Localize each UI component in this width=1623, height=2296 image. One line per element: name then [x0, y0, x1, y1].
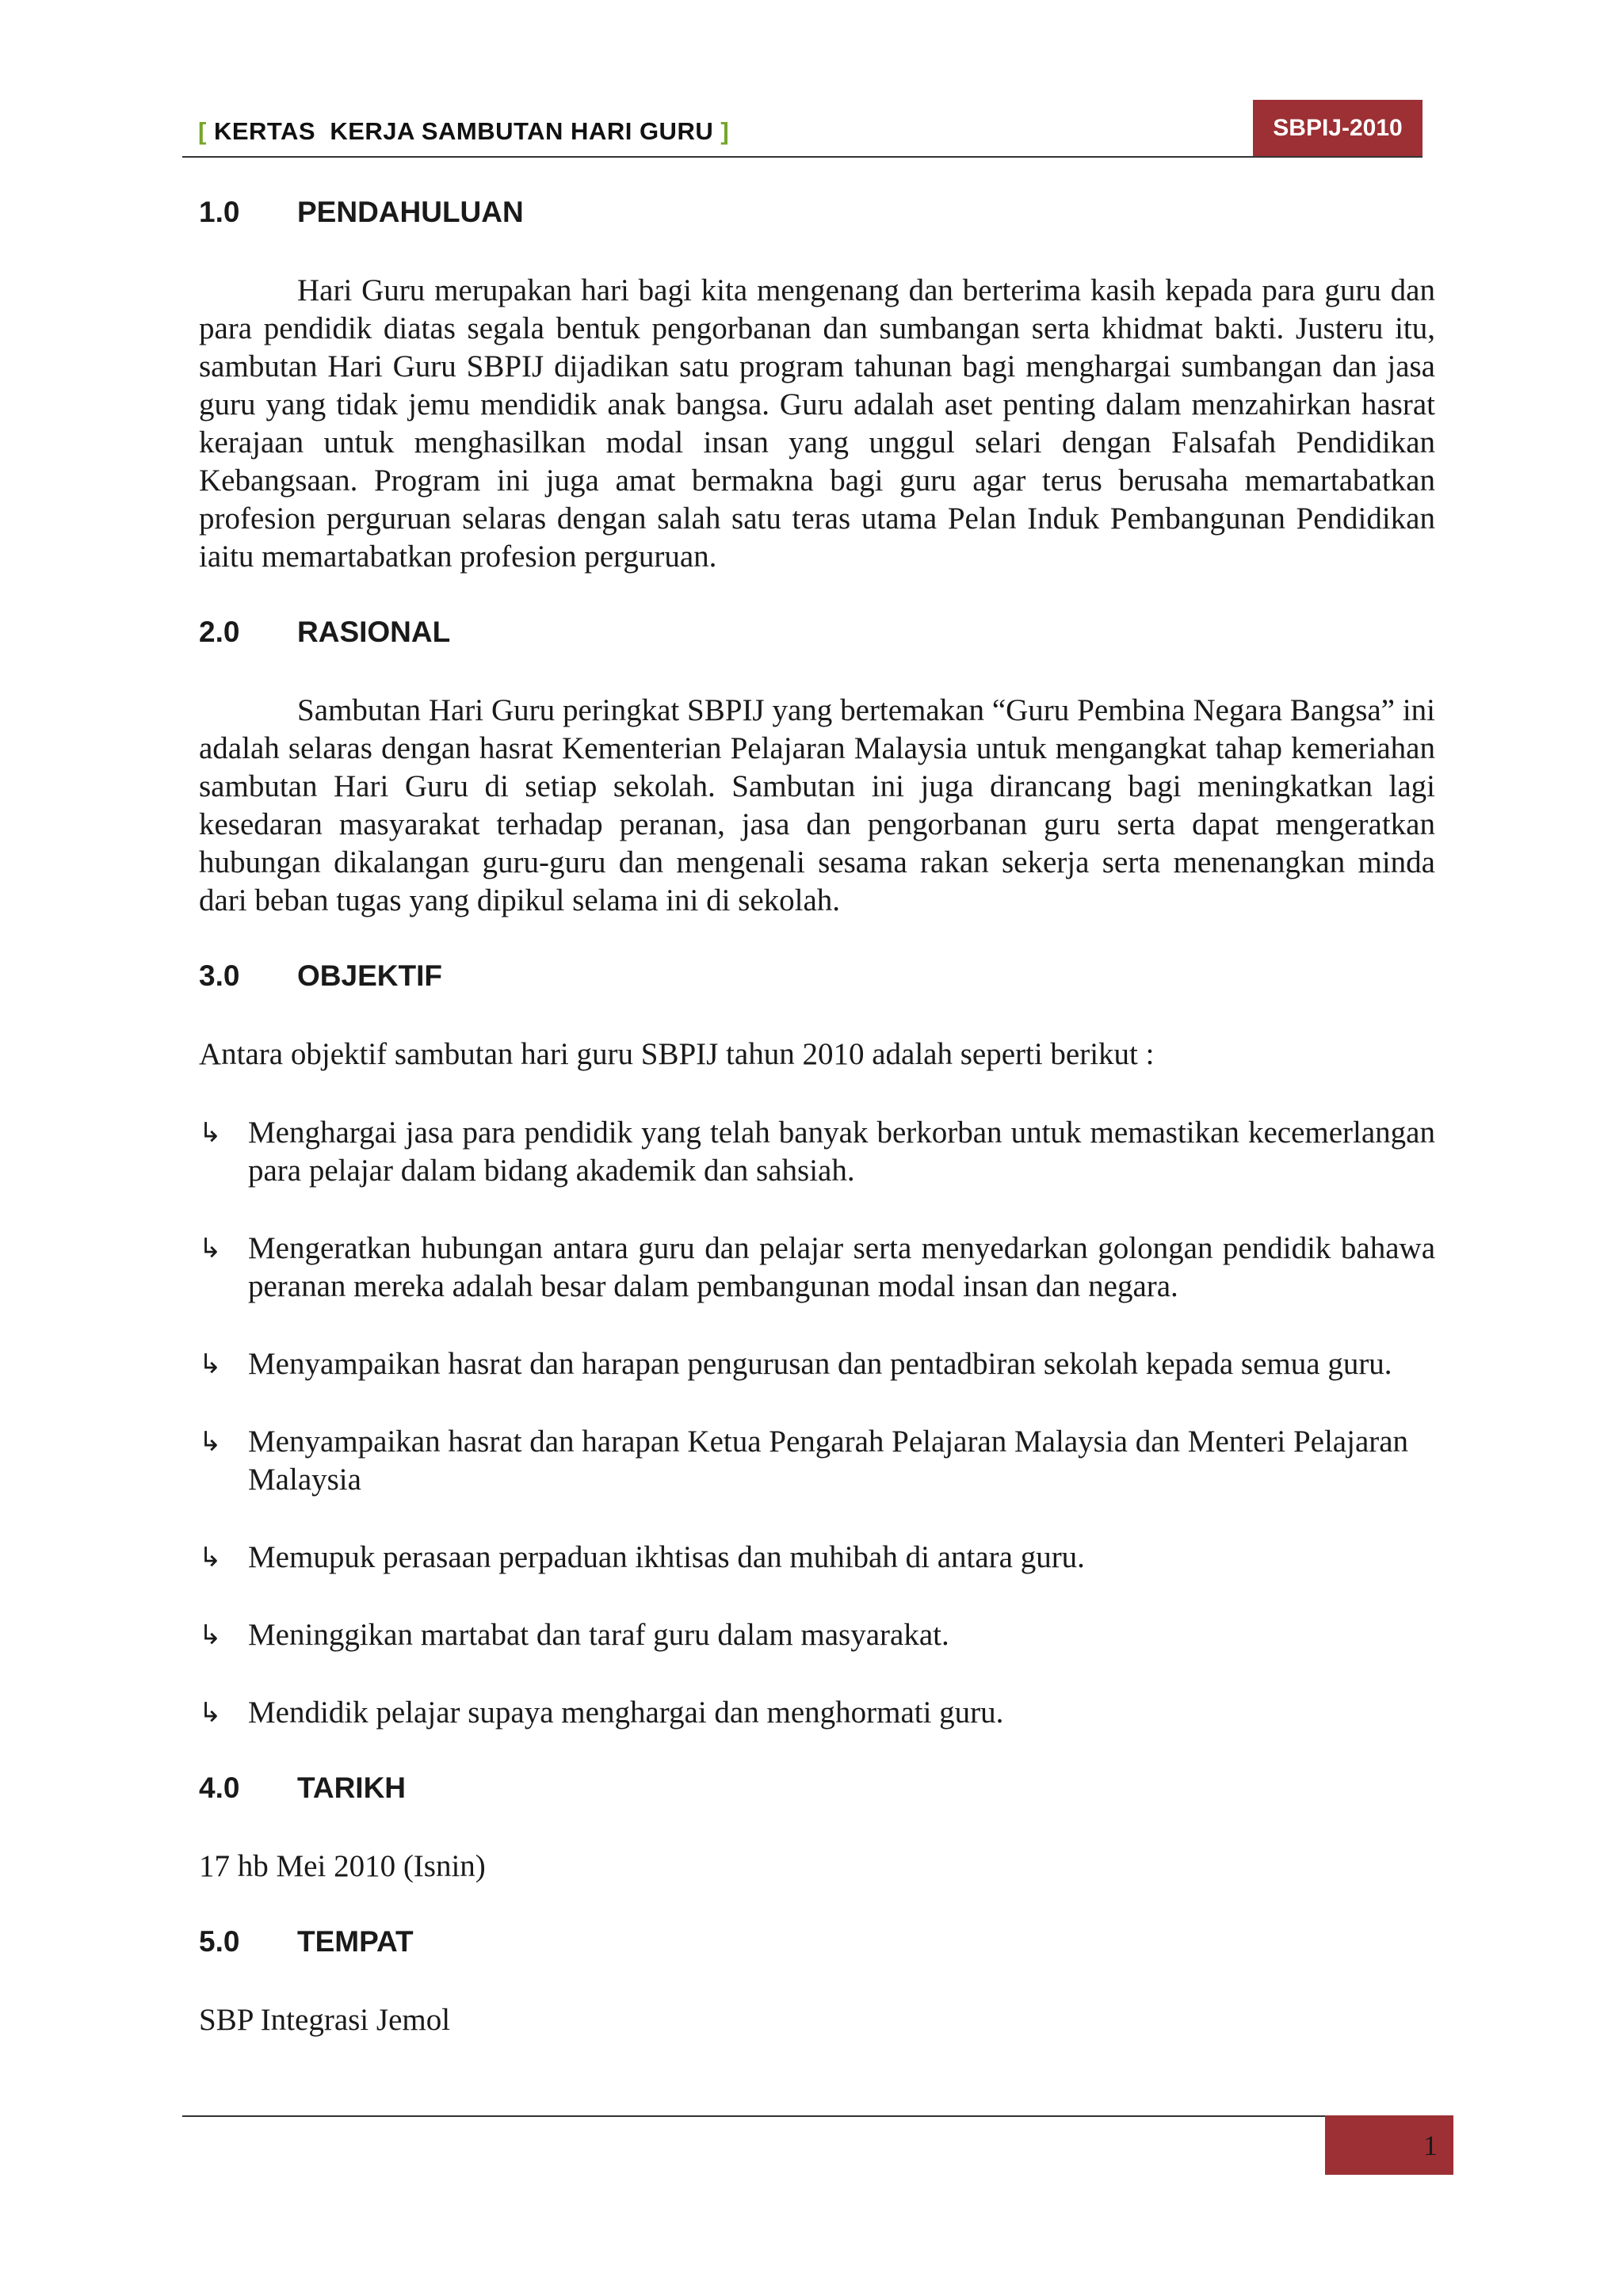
header-divider: [182, 156, 1423, 158]
section-number: 5.0: [199, 1925, 240, 1958]
section-heading-tarikh: [199, 1769, 1435, 1807]
list-item: [199, 1616, 1435, 1654]
page-number: 1: [1325, 2115, 1453, 2175]
list-item-text: Menyampaikan hasrat dan harapan Ketua Pengarah Pelajaran Malaysia dan Menteri Pelajaran Malaysia: [248, 1425, 1409, 1497]
arrow-down-right-icon: ↳: [199, 1426, 222, 1458]
section-heading-pendahuluan: [199, 193, 1435, 231]
arrow-down-right-icon: ↳: [199, 1619, 222, 1651]
list-item: [199, 1423, 1435, 1499]
header-title-text: KERTAS KERJA SAMBUTAN HARI GURU: [213, 117, 714, 145]
section-title: OBJEKTIF: [297, 959, 442, 992]
header-bracket-open: [: [198, 117, 207, 145]
objective-list: [199, 1114, 1435, 1732]
section-title: PENDAHULUAN: [297, 196, 524, 228]
section-heading-tempat: [199, 1923, 1435, 1961]
section-title: TARIKH: [297, 1772, 407, 1804]
section-title: RASIONAL: [297, 616, 451, 648]
section-heading-objektif: [199, 957, 1435, 995]
header-bracket-close: ]: [720, 117, 730, 145]
section-paragraph-rasional: Sambutan Hari Guru peringkat SBPIJ yang bertemakan “Guru Pembina Negara Bangsa” ini adalah selaras dengan hasrat Kementerian Pelajaran Malaysia untuk mengangkat tahap kemeriahan sambutan Hari Guru di setiap sekolah. Sambutan ini juga dirancang bagi meningkatkan lagi kesedaran masyarakat terhadap peranan, jasa dan pengorbanan guru serta dapat mengeratkan hubungan dikalangan guru-guru dan mengenali sesama rakan sekerja serta menenangkan minda dari beban tugas yang dipikul selama ini di sekolah.: [199, 693, 1435, 917]
document-body: [199, 193, 1435, 2039]
event-venue: SBP Integrasi Jemol: [199, 2003, 451, 2037]
list-item-text: Mendidik pelajar supaya menghargai dan menghormati guru.: [248, 1695, 1004, 1730]
list-item: [199, 1230, 1435, 1306]
header-badge: SBPIJ-2010: [1253, 100, 1423, 157]
event-date: 17 hb Mei 2010 (Isnin): [199, 1849, 486, 1883]
list-item-text: Mengeratkan hubungan antara guru dan pelajar serta menyedarkan golongan pendidik bahawa peranan mereka adalah besar dalam pembangunan modal insan dan negara.: [248, 1231, 1435, 1303]
list-item: [199, 1114, 1435, 1190]
arrow-down-right-icon: ↳: [199, 1348, 222, 1380]
section-heading-rasional: [199, 613, 1435, 651]
arrow-down-right-icon: ↳: [199, 1697, 222, 1729]
list-item-text: Meninggikan martabat dan taraf guru dalam masyarakat.: [248, 1618, 949, 1652]
section-paragraph-pendahuluan: Hari Guru merupakan hari bagi kita mengenang dan berterima kasih kepada para guru dan para pendidik diatas segala bentuk pengorbanan dan sumbangan serta khidmat bakti. Justeru itu, sambutan Hari Guru SBPIJ dijadikan satu program tahunan bagi menghargai sumbangan dan jasa guru yang tidak jemu mendidik anak bangsa. Guru adalah aset penting dalam menzahirkan hasrat kerajaan untuk menghasilkan modal insan yang unggul selari dengan Falsafah Pendidikan Kebangsaan. Program ini juga amat bermakna bagi guru agar terus berusaha memartabatkan profesion perguruan selaras dengan salah satu teras utama Pelan Induk Pembangunan Pendidikan iaitu memartabatkan profesion perguruan.: [199, 273, 1435, 574]
list-item: [199, 1694, 1435, 1732]
header-title: [198, 117, 729, 146]
section-number: 4.0: [199, 1772, 240, 1804]
objective-intro: Antara objektif sambutan hari guru SBPIJ tahun 2010 adalah seperti berikut :: [199, 1037, 1155, 1071]
section-number: 2.0: [199, 616, 240, 648]
section-number: 3.0: [199, 959, 240, 992]
arrow-down-right-icon: ↳: [199, 1233, 222, 1264]
section-number: 1.0: [199, 196, 240, 228]
list-item: [199, 1345, 1435, 1383]
list-item-text: Memupuk perasaan perpaduan ikhtisas dan muhibah di antara guru.: [248, 1540, 1085, 1574]
list-item: [199, 1539, 1435, 1577]
footer-divider: [182, 2115, 1434, 2117]
list-item-text: Menghargai jasa para pendidik yang telah banyak berkorban untuk memastikan kecemerlangan para pelajar dalam bidang akademik dan sahsiah.: [248, 1116, 1435, 1188]
section-title: TEMPAT: [297, 1925, 414, 1958]
arrow-down-right-icon: ↳: [199, 1117, 222, 1149]
arrow-down-right-icon: ↳: [199, 1542, 222, 1573]
list-item-text: Menyampaikan hasrat dan harapan pengurusan dan pentadbiran sekolah kepada semua guru.: [248, 1347, 1392, 1381]
